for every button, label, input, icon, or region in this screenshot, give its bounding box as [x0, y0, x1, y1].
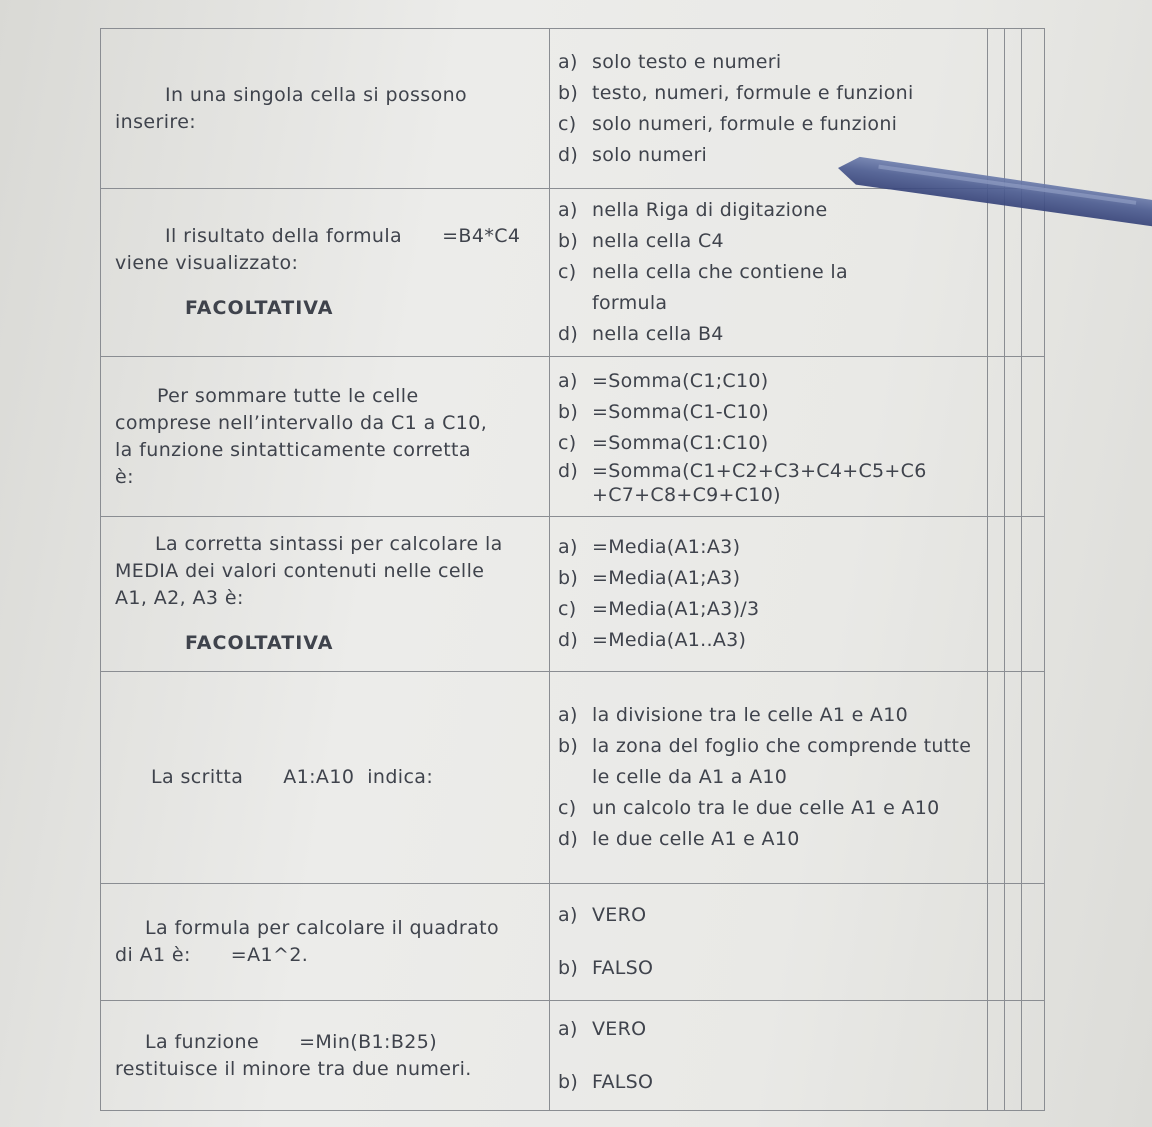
answer-box[interactable] — [1005, 189, 1022, 357]
options-cell — [550, 189, 988, 357]
option-d[interactable]: d) =Somma(C1+C2+C3+C4+C5+C6 +C7+C8+C9+C10) — [558, 460, 927, 506]
question-cell — [101, 189, 550, 357]
question-row — [101, 672, 1045, 884]
option-a[interactable]: a) la divisione tra le celle A1 e A10 — [558, 704, 908, 726]
question-line: In una singola cella si possono — [165, 83, 468, 106]
options-list — [550, 41, 987, 177]
options-cell — [550, 357, 988, 517]
option-b[interactable]: b) FALSO — [558, 1070, 654, 1093]
question-row — [101, 517, 1045, 672]
formula: =Min(B1:B25) — [299, 1030, 438, 1053]
options-list — [550, 360, 987, 513]
question-line: restituisce il minore tra due numeri. — [115, 1057, 472, 1080]
question-line: La funzione =Min(B1:B25) — [145, 1030, 438, 1053]
optional-label: FACOLTATIVA — [185, 297, 334, 319]
option-d[interactable]: d) solo numeri — [558, 143, 708, 166]
question-line: la funzione sintatticamente corretta — [115, 438, 471, 461]
answer-box[interactable] — [988, 517, 1005, 672]
options-list — [550, 526, 987, 662]
option-a[interactable]: a) VERO — [558, 1017, 647, 1040]
answer-box[interactable] — [1022, 517, 1045, 672]
option-b[interactable]: b) la zona del foglio che comprende tutte le celle da A1 a A10 — [558, 735, 972, 788]
question-text — [101, 82, 549, 136]
question-cell — [101, 29, 550, 189]
answer-box[interactable] — [1022, 1001, 1045, 1111]
answer-box[interactable] — [1005, 357, 1022, 517]
options-list — [550, 1008, 987, 1104]
answer-box[interactable] — [1022, 672, 1045, 884]
question-cell — [101, 672, 550, 884]
question-row — [101, 189, 1045, 357]
option-d[interactable]: d) nella cella B4 — [558, 323, 724, 345]
answer-box[interactable] — [988, 29, 1005, 189]
option-a[interactable]: a) nella Riga di digitazione — [558, 199, 828, 221]
answer-box[interactable] — [1005, 884, 1022, 1001]
answer-box[interactable] — [1022, 884, 1045, 1001]
question-line: La formula per calcolare il quadrato — [145, 917, 499, 939]
option-a[interactable]: a) =Media(A1:A3) — [558, 536, 741, 558]
question-text — [101, 531, 549, 657]
option-b[interactable]: b) =Media(A1;A3) — [558, 567, 741, 589]
option-d[interactable]: d) le due celle A1 e A10 — [558, 828, 800, 850]
question-cell — [101, 357, 550, 517]
answer-box[interactable] — [1005, 29, 1022, 189]
question-row — [101, 884, 1045, 1001]
question-text — [101, 1029, 549, 1083]
options-list — [550, 894, 987, 990]
options-list — [550, 694, 987, 861]
question-line: La scritta A1:A10 indica: — [151, 766, 434, 788]
answer-box[interactable] — [988, 357, 1005, 517]
question-line: Per sommare tutte le celle — [157, 384, 419, 407]
answer-box[interactable] — [988, 1001, 1005, 1111]
question-row — [101, 1001, 1045, 1111]
question-cell — [101, 1001, 550, 1111]
option-b[interactable]: b) testo, numeri, formule e funzioni — [558, 81, 914, 104]
option-b[interactable]: b) nella cella C4 — [558, 230, 724, 252]
question-cell — [101, 517, 550, 672]
question-text — [101, 915, 549, 969]
answer-box[interactable] — [988, 672, 1005, 884]
question-text — [101, 764, 549, 791]
answer-box[interactable] — [1005, 517, 1022, 672]
option-a[interactable]: a) =Somma(C1;C10) — [558, 370, 769, 392]
question-text — [101, 223, 549, 322]
answer-box[interactable] — [988, 884, 1005, 1001]
question-line: comprese nell’intervallo da C1 a C10, — [115, 411, 488, 434]
question-line: inserire: — [115, 110, 197, 133]
answer-box[interactable] — [1005, 672, 1022, 884]
option-c[interactable]: c) un calcolo tra le due celle A1 e A10 — [558, 797, 940, 819]
option-d[interactable]: d) =Media(A1..A3) — [558, 629, 747, 651]
question-row — [101, 357, 1045, 517]
answer-box[interactable] — [988, 189, 1005, 357]
options-cell — [550, 1001, 988, 1111]
formula: =B4*C4 — [442, 225, 521, 247]
question-line: di A1 è: =A1^2. — [115, 944, 309, 966]
answer-box[interactable] — [1022, 29, 1045, 189]
question-line: è: — [115, 465, 134, 488]
option-c[interactable]: c) nella cella che contiene la formula — [558, 261, 848, 314]
option-c[interactable]: c) solo numeri, formule e funzioni — [558, 112, 898, 135]
question-line: La corretta sintassi per calcolare la — [155, 533, 503, 555]
options-cell — [550, 672, 988, 884]
options-cell — [550, 517, 988, 672]
question-line: Il risultato della formula =B4*C4 — [165, 225, 521, 247]
option-a[interactable]: a) solo testo e numeri — [558, 50, 782, 73]
option-b[interactable]: b) FALSO — [558, 957, 654, 979]
option-c[interactable]: c) =Somma(C1:C10) — [558, 432, 769, 454]
option-b[interactable]: b) =Somma(C1-C10) — [558, 401, 769, 423]
question-line: MEDIA dei valori contenuti nelle celle — [115, 560, 485, 582]
optional-label: FACOLTATIVA — [185, 632, 334, 654]
answer-box[interactable] — [1022, 357, 1045, 517]
option-c[interactable]: c) =Media(A1;A3)/3 — [558, 598, 760, 620]
option-a[interactable]: a) VERO — [558, 904, 647, 926]
options-cell — [550, 884, 988, 1001]
question-line: A1, A2, A3 è: — [115, 587, 244, 609]
question-cell — [101, 884, 550, 1001]
formula: A1:A10 — [283, 766, 355, 788]
question-text — [101, 383, 549, 491]
question-line: viene visualizzato: — [115, 252, 299, 274]
answer-box[interactable] — [1005, 1001, 1022, 1111]
options-list — [550, 189, 987, 356]
formula: =A1^2. — [230, 944, 309, 966]
